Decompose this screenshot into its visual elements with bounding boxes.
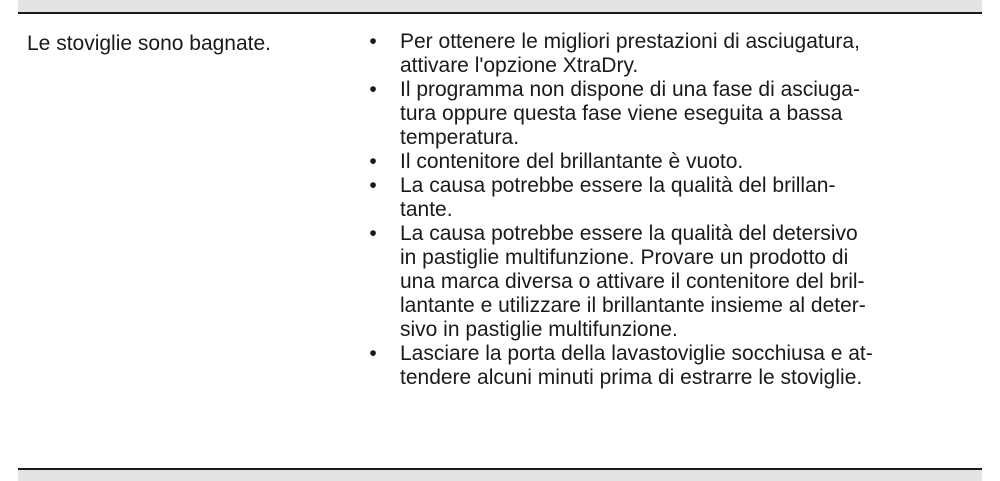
cause-line: La causa potrebbe essere la qualità del detersivo xyxy=(400,222,858,245)
cause-line: La causa potrebbe essere la qualità del brillan- xyxy=(400,174,836,197)
cause-line: Lasciare la porta della lavastoviglie socchiusa e at- xyxy=(400,342,873,365)
bullet-icon: • xyxy=(369,78,377,101)
table-footer-band xyxy=(18,470,982,481)
cause-item xyxy=(363,222,973,342)
bullet-icon: • xyxy=(369,174,377,197)
cause-line: tante. xyxy=(400,198,453,221)
cause-line: Il contenitore del brillantante è vuoto. xyxy=(400,150,744,173)
cause-line: sivo in pastiglie multifunzione. xyxy=(400,318,678,341)
problem-cell: Le stoviglie sono bagnate. xyxy=(27,32,272,55)
bullet-icon: • xyxy=(369,342,377,365)
table-header-band xyxy=(18,0,982,12)
cause-line: attivare l'opzione XtraDry. xyxy=(400,54,639,77)
cause-line: temperatura. xyxy=(400,126,520,149)
causes-list xyxy=(363,30,973,390)
bullet-icon: • xyxy=(369,30,377,53)
cause-line: tendere alcuni minuti prima di estrarre le stoviglie. xyxy=(400,366,863,389)
cause-item xyxy=(363,342,973,390)
bullet-icon: • xyxy=(369,150,377,173)
cause-line: Il programma non dispone di una fase di asciuga- xyxy=(400,78,860,101)
cause-line: in pastiglie multifunzione. Provare un prodotto di xyxy=(400,246,849,269)
cause-line: tura oppure questa fase viene eseguita a bassa xyxy=(400,102,843,125)
bullet-icon: • xyxy=(369,222,377,245)
cause-item xyxy=(363,30,973,78)
cause-line: una marca diversa o attivare il contenitore del bril- xyxy=(400,270,865,293)
cause-item xyxy=(363,174,973,222)
cause-item xyxy=(363,78,973,150)
cause-item xyxy=(363,150,973,174)
cause-line: lantante e utilizzare il brillantante insieme al deter- xyxy=(400,294,866,317)
cause-line: Per ottenere le migliori prestazioni di asciugatura, xyxy=(400,30,860,53)
table-row xyxy=(18,14,982,468)
